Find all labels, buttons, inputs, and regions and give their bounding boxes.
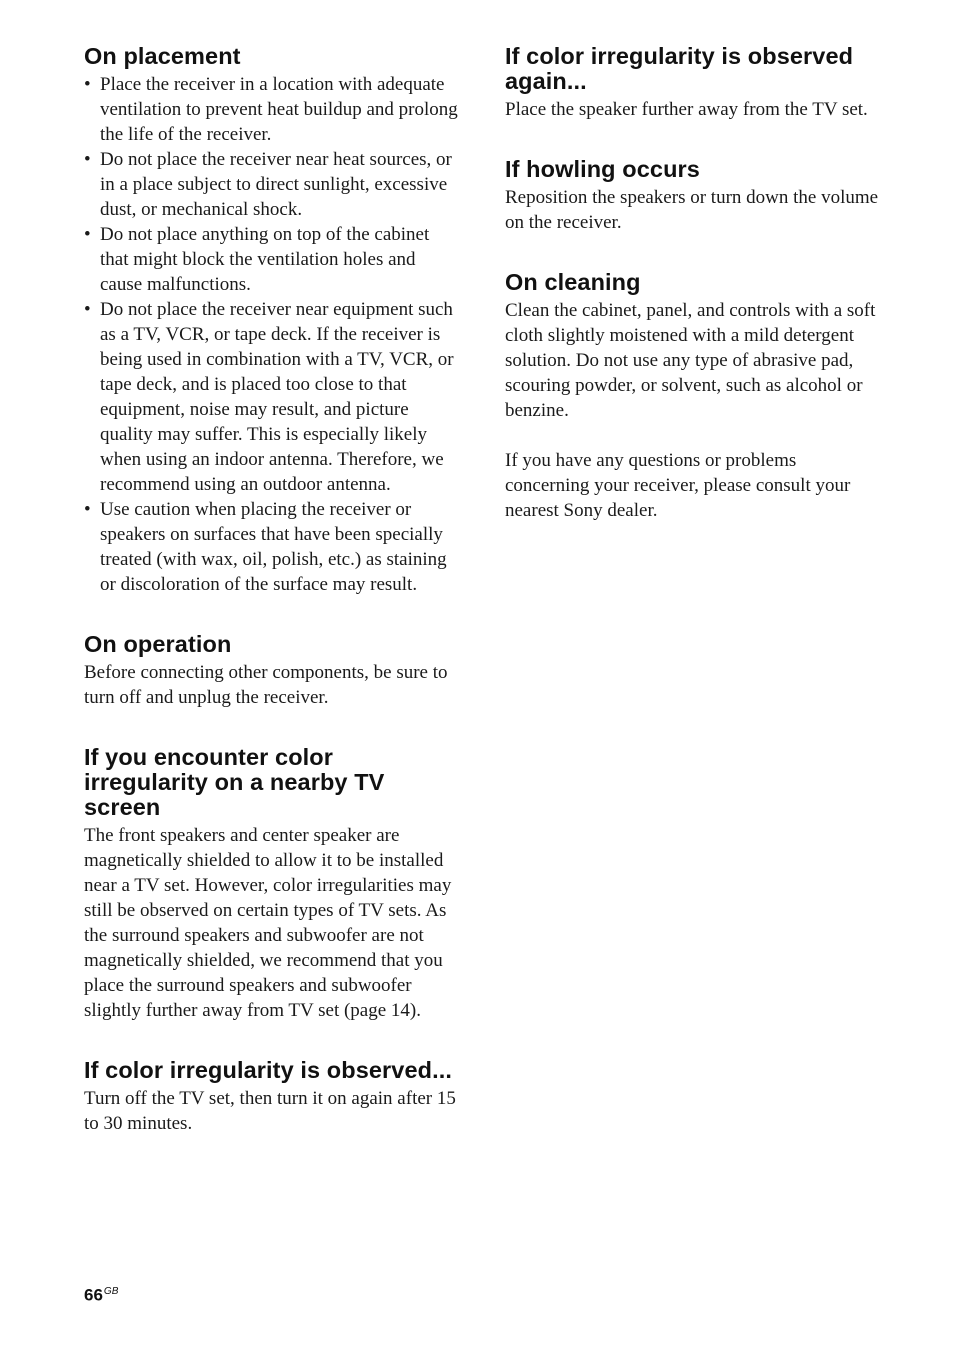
section-on-cleaning: [505, 270, 885, 523]
heading-color-observed: If color irregularity is observed...: [84, 1057, 452, 1083]
heading-on-operation: On operation: [84, 631, 232, 657]
color-irregularity-text: The front speakers and center speaker are magnetically shielded to allow it to be installed near a TV set. However, color irregularities may still be observed on certain types of TV sets. As the surround speakers and subwoofer are not magnetically shielded, we recommend that you place the surround speakers and subwoofer slightly further away from TV set (page 14).: [84, 825, 452, 1021]
howling-text: Reposition the speakers or turn down the volume on the receiver.: [505, 187, 879, 233]
bullet-glyph: •: [84, 224, 91, 245]
bullet-glyph: •: [84, 74, 91, 95]
section-color-irregularity: [84, 745, 462, 1023]
bullet-glyph: •: [84, 149, 91, 170]
section-color-observed: [84, 1058, 462, 1136]
bullet-glyph: •: [84, 299, 91, 320]
left-column: [84, 44, 462, 1136]
contact-text: If you have any questions or problems concerning your receiver, please consult your nearest Sony dealer.: [505, 450, 851, 521]
heading-on-cleaning: On cleaning: [505, 269, 641, 295]
bullet-glyph: •: [84, 499, 91, 520]
list-item: • Use caution when placing the receiver or speakers on surfaces that have been specially treated (with wax, oil, polish, etc.) as staining or discoloration of the surface may result.: [84, 499, 447, 595]
right-column: [505, 44, 885, 523]
heading-color-irregularity: If you encounter color irregularity on a nearby TV screen: [84, 744, 385, 820]
placement-bullet-list: [84, 72, 462, 597]
page-number-value: 66: [84, 1285, 103, 1305]
color-observed-text: Turn off the TV set, then turn it on again after 15 to 30 minutes.: [84, 1088, 456, 1134]
list-item: • Do not place the receiver near equipment such as a TV, VCR, or tape deck. If the receiver is being used in combination with a TV, VCR, or tape deck, and is placed too close to that equipment, noise may result, and picture quality may suffer. This is especially likely when using an indoor antenna. Therefore, we recommend using an outdoor antenna.: [84, 299, 454, 495]
region-code: GB: [103, 1286, 119, 1297]
heading-observed-again: If color irregularity is observed again...: [505, 43, 854, 94]
cleaning-text: Clean the cabinet, panel, and controls with a soft cloth slightly moistened with a mild detergent solution. Do not use any type of abrasive pad, scouring powder, or solvent, such as alcohol or benzine.: [505, 300, 876, 421]
operation-text: Before connecting other components, be sure to turn off and unplug the receiver.: [84, 662, 448, 708]
heading-on-placement: On placement: [84, 43, 241, 69]
observed-again-text: Place the speaker further away from the TV set.: [505, 99, 868, 120]
list-item: • Place the receiver in a location with adequate ventilation to prevent heat buildup and prolong the life of the receiver.: [84, 74, 458, 145]
heading-howling: If howling occurs: [505, 156, 700, 182]
section-on-operation: [84, 632, 462, 710]
list-item: • Do not place anything on top of the cabinet that might block the ventilation holes and cause malfunctions.: [84, 224, 430, 295]
page-number: [84, 1282, 118, 1306]
section-observed-again: [505, 44, 885, 122]
section-howling: [505, 157, 885, 235]
list-item: • Do not place the receiver near heat sources, or in a place subject to direct sunlight, excessive dust, or mechanical shock.: [84, 149, 452, 220]
section-on-placement: [84, 44, 462, 597]
